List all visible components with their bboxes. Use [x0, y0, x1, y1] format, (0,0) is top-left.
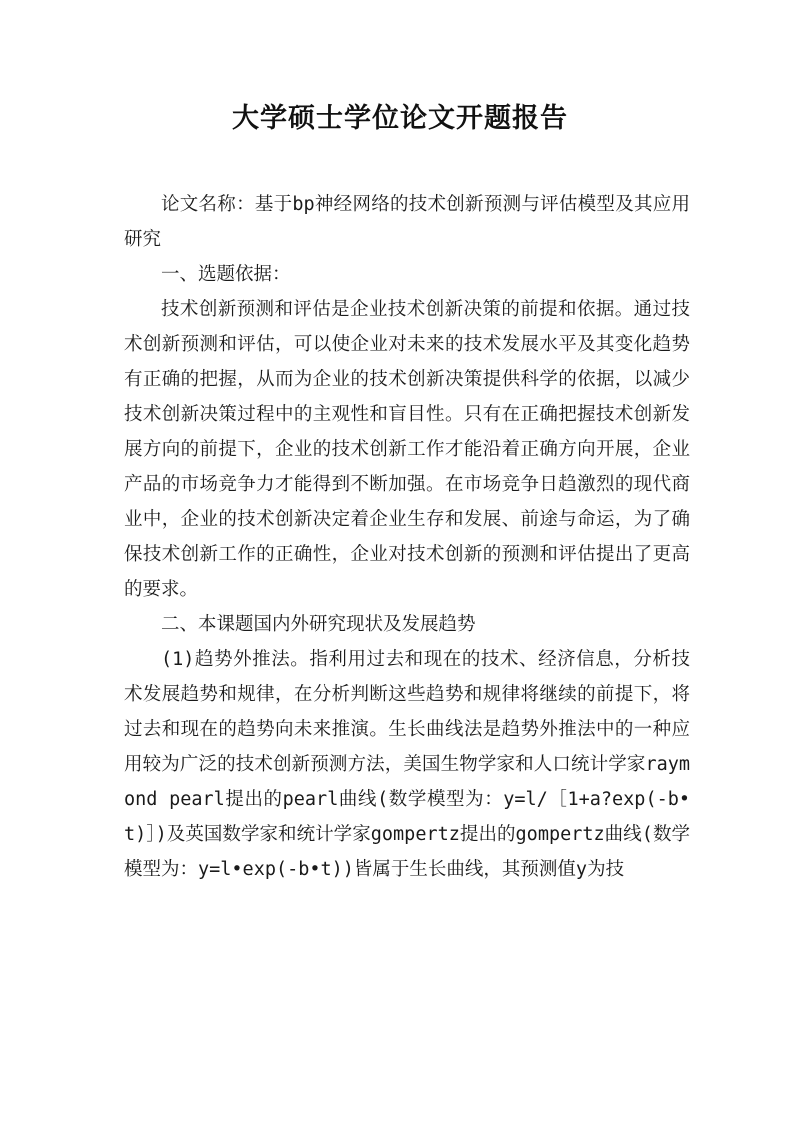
- section-heading-research-status: 二、本课题国内外研究现状及发展趋势: [161, 614, 476, 635]
- paper-name-paragraph: 论文名称：基于bp神经网络的技术创新预测与评估模型及其应用研究: [124, 194, 690, 250]
- document-body: [124, 187, 690, 887]
- document-title: 大学硕士学位论文开题报告: [232, 103, 568, 134]
- topic-basis-paragraph: 技术创新预测和评估是企业技术创新决策的前提和依据。通过技术创新预测和评估，可以使企业对未来的技术发展水平及其变化趋势有正确的把握，从而为企业的技术创新决策提供科学的依据，以减少技术创新决策过程中的主观性和盲目性。只有在正确把握技术创新发展方向的前提下，企业的技术创新工作才能沿着正确方向开展，企业产品的市场竞争力才能得到不断加强。在市场竞争日趋激烈的现代商业中，企业的技术创新决定着企业生存和发展、前途与命运，为了确保技术创新工作的正确性，企业对技术创新的预测和评估提出了更高的要求。: [124, 299, 690, 600]
- section-heading-topic-basis: 一、选题依据：: [161, 264, 291, 285]
- trend-extrapolation-paragraph: (1)趋势外推法。指利用过去和现在的技术、经济信息，分析技术发展趋势和规律，在分析判断这些趋势和规律将继续的前提下，将过去和现在的趋势向未来推演。生长曲线法是趋势外推法中的一种应用较为广泛的技术创新预测方法，美国生物学家和人口统计学家raymond pearl提出的pearl曲线(数学模型为：y=l/［1+a?exp(-b•t)］)及英国数学家和统计学家gompertz提出的gompertz曲线(数学模型为：y=l•exp(-b•t))皆属于生长曲线，其预测值y为技: [124, 649, 690, 880]
